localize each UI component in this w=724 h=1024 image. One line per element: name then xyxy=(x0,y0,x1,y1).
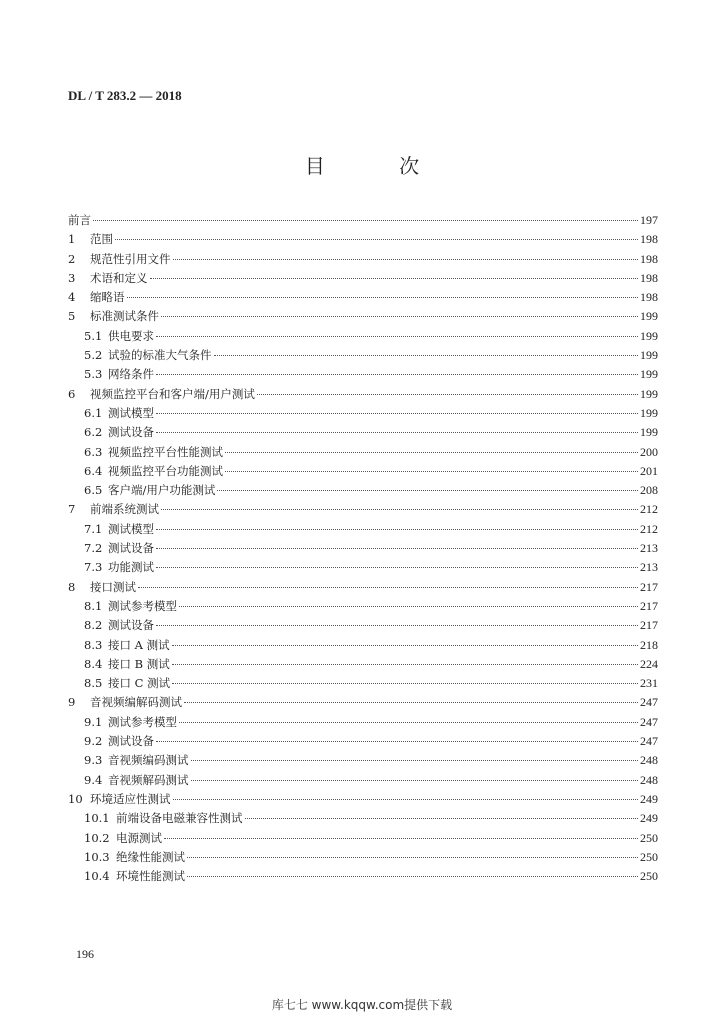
toc-entry-number: 7.3 xyxy=(84,560,103,575)
toc-entry-label: 环境性能测试 xyxy=(116,869,185,884)
toc-entry-page: 199 xyxy=(640,405,658,420)
toc-entry-number: 9.2 xyxy=(84,734,103,749)
toc-entry-label: 网络条件 xyxy=(108,367,154,382)
toc-dot-leader xyxy=(191,780,639,781)
toc-entry-label: 视频监控平台功能测试 xyxy=(108,463,223,478)
toc-entry-page: 199 xyxy=(640,386,658,401)
toc-entry-number: 8.5 xyxy=(84,676,103,691)
toc-entry-label: 电源测试 xyxy=(116,830,162,845)
toc-entry-label: 接口测试 xyxy=(90,579,136,594)
toc-entry-number: 6.3 xyxy=(84,444,103,459)
toc-dot-leader xyxy=(164,838,638,839)
toc-entry-number: 8 xyxy=(68,579,76,594)
toc-entry[interactable] xyxy=(68,423,658,442)
toc-entry-label: 测试模型 xyxy=(108,405,154,420)
toc-entry[interactable] xyxy=(68,385,658,404)
toc-entry-number: 5 xyxy=(68,309,76,324)
toc-entry-page: 247 xyxy=(640,734,658,749)
toc-dot-leader xyxy=(187,857,638,858)
toc-entry-number: 2 xyxy=(68,251,76,266)
toc-entry[interactable] xyxy=(68,462,658,481)
toc-entry-number: 1 xyxy=(68,232,76,247)
toc-entry-label: 供电要求 xyxy=(108,328,154,343)
toc-dot-leader xyxy=(184,702,638,703)
toc-entry-number: 10.4 xyxy=(84,869,110,884)
toc-entry-number: 5.3 xyxy=(84,367,103,382)
toc-entry-number: 7.1 xyxy=(84,521,103,536)
toc-entry-number: 10.2 xyxy=(84,830,110,845)
toc-entry-label: 测试参考模型 xyxy=(108,598,177,613)
toc-entry-label: 规范性引用文件 xyxy=(90,251,171,266)
toc-entry-number: 9.4 xyxy=(84,772,103,787)
toc-entry-page: 198 xyxy=(640,270,658,285)
toc-entry-page: 249 xyxy=(640,791,658,806)
toc-dot-leader xyxy=(156,567,638,568)
toc-entry-label: 功能测试 xyxy=(108,560,154,575)
toc-entry-label: 试验的标准大气条件 xyxy=(108,348,212,363)
toc-entry[interactable] xyxy=(68,578,658,597)
toc-entry-number: 6.2 xyxy=(84,425,103,440)
toc-entry-number: 6 xyxy=(68,386,76,401)
toc-entry[interactable] xyxy=(68,771,658,790)
toc-entry-page: 199 xyxy=(640,309,658,324)
toc-entry-page: 218 xyxy=(640,637,658,652)
toc-dot-leader xyxy=(156,374,638,375)
toc-entry-number: 10.1 xyxy=(84,811,110,826)
toc-entry-page: 212 xyxy=(640,502,658,517)
toc-entry[interactable] xyxy=(68,848,658,867)
toc-entry-page: 198 xyxy=(640,232,658,247)
toc-entry-label: 测试设备 xyxy=(108,425,154,440)
toc-entry[interactable] xyxy=(68,500,658,519)
toc-dot-leader xyxy=(150,278,639,279)
toc-entry-page: 199 xyxy=(640,425,658,440)
page-title: 目 次 xyxy=(304,154,454,178)
toc-dot-leader xyxy=(245,818,639,819)
toc-dot-leader xyxy=(187,876,638,877)
toc-entry-label: 客户端/用户功能测试 xyxy=(108,483,216,498)
toc-entry-page: 212 xyxy=(640,521,658,536)
toc-entry-number: 9.3 xyxy=(84,753,103,768)
toc-entry-page: 247 xyxy=(640,695,658,710)
toc-entry-label: 接口 B 测试 xyxy=(108,656,170,671)
toc-entry-label: 测试设备 xyxy=(108,618,154,633)
toc-entry[interactable] xyxy=(68,327,658,346)
toc-dot-leader xyxy=(214,355,639,356)
toc-entry-label: 术语和定义 xyxy=(90,270,148,285)
toc-dot-leader xyxy=(156,741,638,742)
toc-dot-leader xyxy=(138,587,638,588)
toc-entry-number: 5.2 xyxy=(84,348,103,363)
toc-entry-number: 10 xyxy=(68,791,83,806)
toc-entry-number: 6.4 xyxy=(84,463,103,478)
toc-entry-page: 248 xyxy=(640,772,658,787)
toc-entry-page: 217 xyxy=(640,579,658,594)
toc-dot-leader xyxy=(225,471,638,472)
toc-entry-number: 8.1 xyxy=(84,598,103,613)
toc-entry[interactable] xyxy=(68,269,658,288)
toc-entry-label: 前端系统测试 xyxy=(90,502,159,517)
toc-dot-leader xyxy=(179,606,638,607)
toc-dot-leader xyxy=(217,490,638,491)
toc-entry[interactable] xyxy=(68,481,658,500)
toc-entry-label: 测试设备 xyxy=(108,541,154,556)
toc-entry[interactable] xyxy=(68,288,658,307)
toc-entry[interactable] xyxy=(68,443,658,462)
toc-entry-label: 标准测试条件 xyxy=(90,309,159,324)
toc-dot-leader xyxy=(127,297,639,298)
toc-entry-page: 250 xyxy=(640,869,658,884)
toc-entry-label: 视频监控平台和客户端/用户测试 xyxy=(90,386,255,401)
toc-entry-label: 接口 A 测试 xyxy=(108,637,170,652)
toc-entry[interactable] xyxy=(68,829,658,848)
toc-entry[interactable] xyxy=(68,404,658,423)
toc-entry-label: 前言 xyxy=(68,213,91,227)
toc-dot-leader xyxy=(156,336,638,337)
toc-entry[interactable] xyxy=(68,713,658,732)
toc-entry-page: 250 xyxy=(640,849,658,864)
toc-dot-leader xyxy=(161,509,638,510)
toc-entry-label: 测试设备 xyxy=(108,734,154,749)
toc-entry-label: 环境适应性测试 xyxy=(90,791,171,806)
toc-entry[interactable] xyxy=(68,346,658,365)
document-code: DL / T 283.2 — 2018 xyxy=(68,88,182,103)
toc-entry-page: 198 xyxy=(640,290,658,305)
toc-dot-leader xyxy=(172,645,638,646)
toc-entry-page: 201 xyxy=(640,463,658,478)
toc-entry-page: 250 xyxy=(640,830,658,845)
toc-dot-leader xyxy=(156,625,638,626)
watermark-text: 库七七 www.kqqw.com提供下载 xyxy=(271,998,453,1012)
toc-entry-number: 8.3 xyxy=(84,637,103,652)
toc-dot-leader xyxy=(173,799,639,800)
toc-dot-leader xyxy=(156,432,638,433)
toc-dot-leader xyxy=(156,548,638,549)
toc-entry[interactable] xyxy=(68,616,658,635)
toc-dot-leader xyxy=(172,664,638,665)
toc-entry-number: 4 xyxy=(68,290,76,305)
toc-entry-page: 231 xyxy=(640,676,658,691)
toc-entry[interactable] xyxy=(68,597,658,616)
toc-entry-page: 217 xyxy=(640,618,658,633)
toc-entry-number: 8.4 xyxy=(84,656,103,671)
toc-entry-number: 6.1 xyxy=(84,405,103,420)
toc-entry[interactable] xyxy=(68,558,658,577)
table-of-contents xyxy=(68,211,658,886)
toc-entry[interactable] xyxy=(68,307,658,326)
toc-entry-page: 200 xyxy=(640,444,658,459)
toc-entry-label: 缩略语 xyxy=(90,290,125,305)
toc-entry-page: 248 xyxy=(640,753,658,768)
toc-entry-label: 测试模型 xyxy=(108,521,154,536)
toc-entry[interactable] xyxy=(68,365,658,384)
toc-entry-number: 10.3 xyxy=(84,849,110,864)
toc-entry-page: 199 xyxy=(640,348,658,363)
page-number: 196 xyxy=(76,947,94,961)
toc-entry-page: 197 xyxy=(640,213,658,227)
toc-entry-label: 前端设备电磁兼容性测试 xyxy=(116,811,243,826)
toc-entry-number: 5.1 xyxy=(84,328,103,343)
toc-entry-page: 208 xyxy=(640,483,658,498)
toc-entry-label: 视频监控平台性能测试 xyxy=(108,444,223,459)
toc-entry[interactable] xyxy=(68,539,658,558)
toc-entry[interactable] xyxy=(68,636,658,655)
toc-entry-label: 音视频解码测试 xyxy=(108,772,189,787)
toc-entry[interactable] xyxy=(68,693,658,712)
toc-entry-label: 范围 xyxy=(90,232,113,247)
toc-entry-page: 199 xyxy=(640,367,658,382)
toc-entry-number: 8.2 xyxy=(84,618,103,633)
toc-entry-number: 9.1 xyxy=(84,714,103,729)
toc-entry[interactable] xyxy=(68,809,658,828)
toc-dot-leader xyxy=(257,394,638,395)
toc-dot-leader xyxy=(191,760,639,761)
toc-dot-leader xyxy=(225,452,638,453)
toc-entry[interactable] xyxy=(68,674,658,693)
toc-dot-leader xyxy=(179,722,638,723)
toc-entry-page: 217 xyxy=(640,598,658,613)
toc-dot-leader xyxy=(173,259,639,260)
toc-entry-number: 7.2 xyxy=(84,541,103,556)
toc-entry[interactable] xyxy=(68,867,658,886)
toc-entry[interactable] xyxy=(68,211,658,230)
toc-entry-number: 7 xyxy=(68,502,76,517)
toc-entry-number: 9 xyxy=(68,695,76,710)
toc-entry-page: 249 xyxy=(640,811,658,826)
toc-entry-page: 224 xyxy=(640,656,658,671)
toc-entry-number: 3 xyxy=(68,270,76,285)
toc-dot-leader xyxy=(93,220,638,221)
toc-entry-label: 接口 C 测试 xyxy=(108,676,171,691)
toc-dot-leader xyxy=(115,239,638,240)
toc-entry-page: 199 xyxy=(640,328,658,343)
toc-entry[interactable] xyxy=(68,790,658,809)
toc-entry-number: 6.5 xyxy=(84,483,103,498)
toc-entry-page: 213 xyxy=(640,560,658,575)
toc-entry-label: 测试参考模型 xyxy=(108,714,177,729)
toc-entry[interactable] xyxy=(68,751,658,770)
toc-dot-leader xyxy=(156,413,638,414)
toc-entry[interactable] xyxy=(68,655,658,674)
toc-entry-page: 198 xyxy=(640,251,658,266)
toc-entry-label: 音视频编码测试 xyxy=(108,753,189,768)
toc-entry-label: 音视频编解码测试 xyxy=(90,695,182,710)
toc-entry-page: 213 xyxy=(640,541,658,556)
toc-dot-leader xyxy=(161,316,638,317)
toc-entry[interactable] xyxy=(68,732,658,751)
toc-entry-page: 247 xyxy=(640,714,658,729)
toc-dot-leader xyxy=(172,683,638,684)
toc-entry[interactable] xyxy=(68,230,658,249)
toc-entry[interactable] xyxy=(68,520,658,539)
toc-entry[interactable] xyxy=(68,250,658,269)
toc-entry-label: 绝缘性能测试 xyxy=(116,849,185,864)
toc-dot-leader xyxy=(156,529,638,530)
